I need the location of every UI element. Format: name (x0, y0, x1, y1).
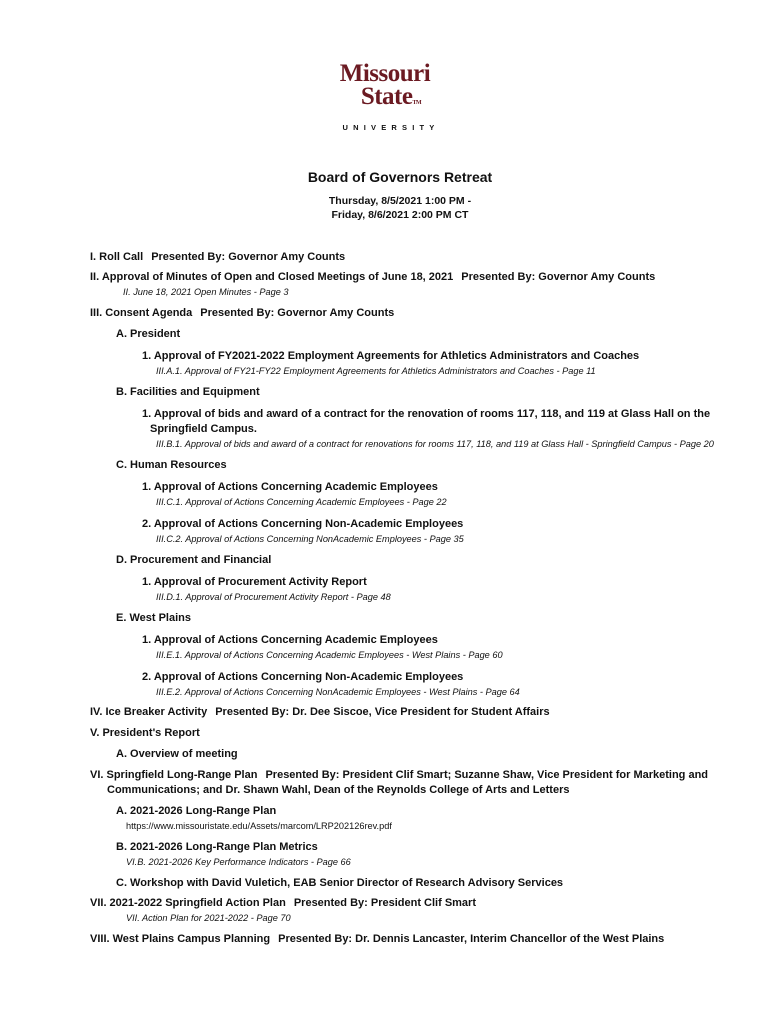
subitem-workshop: C. Workshop with David Vuletich, EAB Senior Director of Research Advisory Services (116, 876, 564, 889)
subitem-west-plains: E. West Plains (116, 611, 191, 624)
agenda-item-long-range-plan (90, 768, 730, 798)
subitem-lrp-metrics: B. 2021-2026 Long-Range Plan Metrics (116, 840, 318, 853)
title-block (0, 168, 770, 222)
agenda-item-minutes (90, 270, 730, 285)
agenda-item-action-plan (90, 896, 730, 911)
item-label: VII. 2021-2022 Springfield Action Plan (90, 897, 286, 910)
subitem-glass-hall: 1. Approval of bids and award of a contract for the renovation of rooms 117, 118, and 119 at Glass Hall on the Springfield Campus. (142, 407, 711, 435)
attachment-link[interactable]: II. June 18, 2021 Open Minutes - Page 3 (123, 287, 289, 298)
logo-state-text: State (360, 83, 413, 110)
subitem-nonacademic-employees: 2. Approval of Actions Concerning Non-Academic Employees (142, 517, 464, 530)
subitem-president: A. President (116, 327, 181, 340)
item-label: VI. Springfield Long-Range Plan (90, 768, 258, 781)
logo-missouri: Missouri (339, 60, 431, 87)
attachment-link[interactable]: VI.B. 2021-2026 Key Performance Indicators - Page 66 (126, 856, 351, 867)
presenter: Presented By: President Clif Smart; Suzanne Shaw, Vice President for Marketing and Communications; and Dr. Shawn Wahl, Dean of the Reynolds College of Arts and Letters (107, 768, 709, 796)
date-end: Friday, 8/6/2021 2:00 PM CT (331, 209, 469, 221)
subitem-athletics-agreements: 1. Approval of FY2021-2022 Employment Agreements for Athletics Administrators and Coaches (142, 349, 640, 362)
attachment-link[interactable]: III.A.1. Approval of FY21-FY22 Employment Agreements for Athletics Administrators and Coaches - Page 11 (156, 365, 596, 376)
presenter: Presented By: Dr. Dee Siscoe, Vice President for Student Affairs (215, 706, 550, 719)
subitem-human-resources: C. Human Resources (116, 458, 227, 471)
agenda-item-consent (90, 306, 730, 321)
page-title: Board of Governors Retreat (307, 169, 493, 185)
subitem-lrp: A. 2021-2026 Long-Range Plan (116, 804, 277, 817)
attachment-link[interactable]: III.C.2. Approval of Actions Concerning NonAcademic Employees - Page 35 (156, 533, 464, 544)
agenda (90, 244, 730, 947)
item-label: III. Consent Agenda (90, 306, 193, 319)
item-label: II. Approval of Minutes of Open and Closed Meetings of June 18, 2021 (90, 271, 454, 284)
attachment-link[interactable]: VII. Action Plan for 2021-2022 - Page 70 (126, 913, 291, 924)
subitem-academic-employees: 1. Approval of Actions Concerning Academic Employees (142, 480, 438, 493)
attachment-link[interactable]: III.E.2. Approval of Actions Concerning NonAcademic Employees - West Plains - Page 64 (156, 686, 520, 697)
date-start: Thursday, 8/5/2021 1:00 PM - (328, 195, 472, 207)
subitem-facilities: B. Facilities and Equipment (116, 385, 260, 398)
item-label: VIII. West Plains Campus Planning (90, 932, 271, 945)
presenter: Presented By: Governor Amy Counts (461, 271, 656, 284)
university-logo (0, 62, 770, 132)
subitem-procurement: D. Procurement and Financial (116, 553, 272, 566)
item-label: IV. Ice Breaker Activity (90, 706, 208, 719)
agenda-item-ice-breaker (90, 705, 730, 720)
attachment-link[interactable]: III.E.1. Approval of Actions Concerning Academic Employees - West Plains - Page 60 (156, 649, 503, 660)
logo-state (12, 83, 770, 114)
attachment-link[interactable]: III.C.1. Approval of Actions Concerning Academic Employees - Page 22 (156, 496, 447, 507)
attachment-link[interactable]: III.D.1. Approval of Procurement Activity Report - Page 48 (156, 591, 391, 602)
logo-university: UNIVERSITY (342, 123, 440, 132)
presenter: Presented By: President Clif Smart (293, 897, 476, 910)
subitem-procurement-report: 1. Approval of Procurement Activity Report (142, 575, 367, 588)
subitem-wp-academic: 1. Approval of Actions Concerning Academic Employees (142, 633, 438, 646)
logo-trademark: TM (412, 100, 422, 106)
subitem-wp-nonacademic: 2. Approval of Actions Concerning Non-Academic Employees (142, 670, 464, 683)
subitem-overview: A. Overview of meeting (116, 747, 238, 760)
lrp-url-link[interactable]: https://www.missouristate.edu/Assets/marcom/LRP202126rev.pdf (126, 820, 392, 831)
presenter: Presented By: Governor Amy Counts (151, 250, 346, 263)
attachment-link[interactable]: III.B.1. Approval of bids and award of a contract for renovations for rooms 117, 118, and 119 at Glass Hall - Springfield Campus - Page 20 (156, 438, 714, 449)
presenter: Presented By: Dr. Dennis Lancaster, Interim Chancellor of the West Plains (278, 932, 665, 945)
presenter: Presented By: Governor Amy Counts (200, 306, 395, 319)
item-label: I. Roll Call (90, 250, 144, 263)
agenda-item-presidents-report: V. President's Report (90, 726, 200, 739)
agenda-item-roll-call (90, 250, 730, 265)
agenda-item-west-plains-planning (90, 932, 730, 947)
